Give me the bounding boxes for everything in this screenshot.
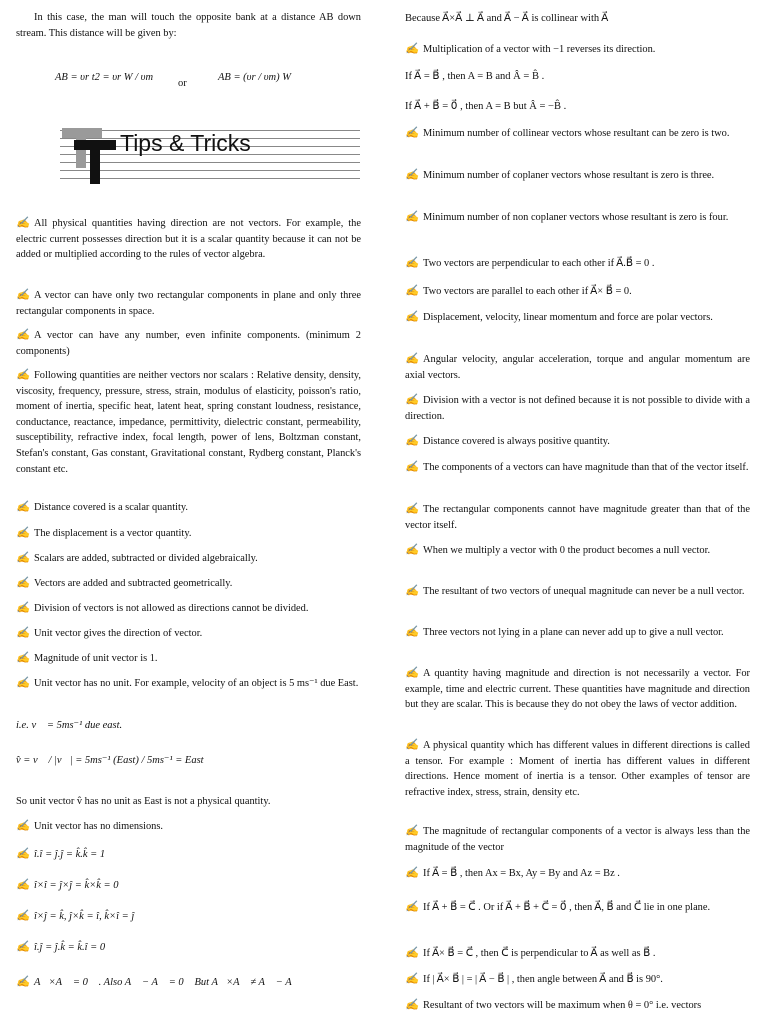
pen-bullet-icon: ✍ [16,552,30,564]
pen-bullet-icon: ✍ [16,577,30,589]
so-unit-text: So unit vector v̂ has no unit as East is not a physical quantity. [16,796,271,807]
pen-bullet-icon: ✍ [16,217,30,229]
list-item: ✍ Resultant of two vectors will be maximum when θ = 0° i.e. vectors [405,998,750,1014]
tips-title: Tips & Tricks [120,130,251,156]
eq-unit-dot-zero: ✍ î.ĵ = ĵ.k̂ = k̂.î = 0 [16,941,106,953]
eq-unit-dot: ✍ î.î = ĵ.ĵ = k̂.k̂ = 1 [16,848,106,860]
pen-bullet-icon: ✍ [16,527,30,539]
list-item: ✍ Minimum number of collinear vectors whose resultant can be zero is two. [405,126,750,142]
list-item: ✍ If A⃗× B⃗ = C⃗ , then C⃗ is perpendicular to A⃗ as well as B⃗ . [405,946,750,962]
pen-bullet-icon: ✍ [16,910,30,922]
if-sum-zero-line: If A⃗ + B⃗ = 0⃗ , then A = B but Â = −B̂ . [405,101,567,112]
list-item: ✍ Division with a vector is not defined because it is not possible to divide with a direction. [405,394,750,422]
formula-ab-2: AB = (υr / υm) W [218,72,292,83]
list-item: ✍ Unit vector has no unit. For example, velocity of an object is 5 ms⁻¹ due East. [16,676,361,692]
ie-line: i.e. v⃗ = 5ms⁻¹ due east. [16,720,123,731]
pen-bullet-icon: ✍ [16,627,30,639]
pen-bullet-icon: ✍ [16,602,30,614]
pen-bullet-icon: ✍ [405,667,419,679]
pen-bullet-icon: ✍ [405,353,419,365]
pen-bullet-icon: ✍ [405,973,419,985]
list-item: ✍ Vectors are added and subtracted geometrically. [16,576,361,592]
pen-bullet-icon: ✍ [16,677,30,689]
pen-bullet-icon: ✍ [405,43,419,55]
pen-bullet-icon: ✍ [405,211,419,223]
pen-bullet-icon: ✍ [405,257,419,269]
pen-bullet-icon: ✍ [405,825,419,837]
pen-bullet-icon: ✍ [405,169,419,181]
pen-bullet-icon: ✍ [405,311,419,323]
unit-vector-formula: v̂ = v⃗ / |v⃗| = 5ms⁻¹ (East) / 5ms⁻¹ = East [16,755,204,766]
pen-bullet-icon: ✍ [405,901,419,913]
list-item: ✍ A quantity having magnitude and direction is not necessarily a vector. For example, time and electric current. These quantities have magnitude and direction but they are scalar. This is because they do not obey the laws of vector addition. [405,667,750,711]
pen-bullet-icon: ✍ [405,739,419,751]
formula-ab-1: AB = υr t2 = υr W / υm [55,72,154,83]
pen-bullet-icon: ✍ [16,289,30,301]
list-item: ✍ Scalars are added, subtracted or divided algebraically. [16,551,361,567]
eq-unit-cross: ✍ î×ĵ = k̂, ĵ×k̂ = î, k̂×î = ĵ [16,910,135,922]
list-item: ✍ Two vectors are perpendicular to each other if A⃗.B⃗ = 0 . [405,256,750,272]
list-item: ✍ Magnitude of unit vector is 1. [16,651,361,667]
list-item: ✍ Following quantities are neither vectors nor scalars : Relative density, density, viscosity, frequency, pressure, stress, strain, modulus of elasticity, poisson's ratio, moment of inertia, specific heat, latent heat, spring constant loudness, resistance, conductance, reactance, impedance, permittivity, dielectric constant, permeability, susceptibility, refractive index, focal length, power of lens, Boltzman constant, Stefan's constant, Gas constant, Gravitational constant, Rydberg constant, Planck's constant etc. [16,369,361,475]
pen-bullet-icon: ✍ [405,461,419,473]
pen-bullet-icon: ✍ [405,626,419,638]
list-item: ✍ The displacement is a vector quantity. [16,526,361,542]
list-item: ✍ Displacement, velocity, linear momentum and force are polar vectors. [405,310,750,326]
list-item: ✍ Division of vectors is not allowed as directions cannot be divided. [16,601,361,617]
list-item: ✍ The rectangular components cannot have magnitude greater than that of the vector itself. [405,503,750,531]
pen-bullet-icon: ✍ [405,585,419,597]
pen-bullet-icon: ✍ [405,435,419,447]
because-line: Because A⃗×A⃗ ⊥ A⃗ and A⃗ − A⃗ is collinear with A⃗ [405,13,609,24]
pen-bullet-icon: ✍ [16,976,30,988]
intro-paragraph: In this case, the man will touch the opposite bank at a distance AB down stream. This distance will be given by: [16,12,361,39]
pen-bullet-icon: ✍ [405,394,419,406]
list-item: ✍ A vector can have any number, even infinite components. (minimum 2 components) [16,329,361,357]
list-item: ✍ Distance covered is always positive quantity. [405,434,750,450]
list-item: ✍ The components of a vectors can have magnitude than that of the vector itself. [405,460,750,476]
pen-bullet-icon: ✍ [16,501,30,513]
pen-bullet-icon: ✍ [405,999,419,1011]
list-item: ✍ Angular velocity, angular acceleration, torque and angular momentum are axial vectors. [405,353,750,381]
list-item: ✍ The resultant of two vectors of unequal magnitude can never be a null vector. [405,584,750,600]
list-item: ✍ The magnitude of rectangular components of a vector is always less than the magnitude of the vector [405,825,750,853]
if-equal-line: If A⃗ = B⃗ , then A = B and Â = B̂ . [405,71,545,82]
formula-or: or [178,78,187,89]
list-item: ✍ When we multiply a vector with 0 the product becomes a null vector. [405,543,750,559]
list-item: ✍ A vector can have only two rectangular components in plane and only three rectangular components in space. [16,289,361,317]
eq-cross-self: ✍ A⃗×A⃗ = 0⃗ . Also A⃗ − A⃗ = 0⃗ But A⃗×A⃗ ≠ A⃗ − A⃗ [16,976,300,988]
list-item: ✍ Unit vector gives the direction of vector. [16,626,361,642]
pen-bullet-icon: ✍ [405,867,419,879]
pen-bullet-icon: ✍ [16,879,30,891]
pen-bullet-icon: ✍ [16,369,30,381]
pen-bullet-icon: ✍ [16,329,30,341]
list-item: ✍ If A⃗ + B⃗ = C⃗ . Or if A⃗ + B⃗ + C⃗ = 0⃗ , then A⃗, B⃗ and C⃗ lie in one plane. [405,900,750,916]
pen-bullet-icon: ✍ [405,544,419,556]
pen-bullet-icon: ✍ [405,285,419,297]
list-item: ✍ Minimum number of non coplaner vectors whose resultant is zero is four. [405,210,750,226]
tips-tricks-banner [60,124,360,186]
pen-bullet-icon: ✍ [16,848,30,860]
eq-unit-cross-self: ✍ î×î = ĵ×ĵ = k̂×k̂ = 0⃗ [16,879,127,891]
list-item: ✍ If | A⃗× B⃗ | = | A⃗ − B⃗ | , then angle between A⃗ and B⃗ is 90°. [405,972,750,988]
pen-bullet-icon: ✍ [16,941,30,953]
list-item: ✍ A physical quantity which has different values in different directions is called a tensor. For example : Moment of inertia has different values in different directions. Hence moment of inertia is a tensor. Other examples of tensor are refractive index, stress, strain, density etc. [405,739,750,798]
pen-bullet-icon: ✍ [16,820,30,832]
pen-bullet-icon: ✍ [16,652,30,664]
list-item: ✍ Two vectors are parallel to each other if A⃗× B⃗ = 0. [405,284,750,300]
list-item: ✍ Minimum number of coplaner vectors whose resultant is zero is three. [405,168,750,184]
pen-bullet-icon: ✍ [405,503,419,515]
list-item: ✍ Distance covered is a scalar quantity. [16,500,361,516]
pen-bullet-icon: ✍ [405,947,419,959]
list-item: ✍ Unit vector has no dimensions. [16,819,361,835]
pen-bullet-icon: ✍ [405,127,419,139]
list-item: ✍ If A⃗ = B⃗ , then Ax = Bx, Ay = By and Az = Bz . [405,866,750,882]
list-item: ✍ Multiplication of a vector with −1 reverses its direction. [405,42,750,58]
list-item: ✍ All physical quantities having direction are not vectors. For example, the electric current possesses direction but it is a scalar quantity because it can not be added or multiplied according to the rules of vector algebra. [16,217,361,261]
list-item: ✍ Three vectors not lying in a plane can never add up to give a null vector. [405,625,750,641]
